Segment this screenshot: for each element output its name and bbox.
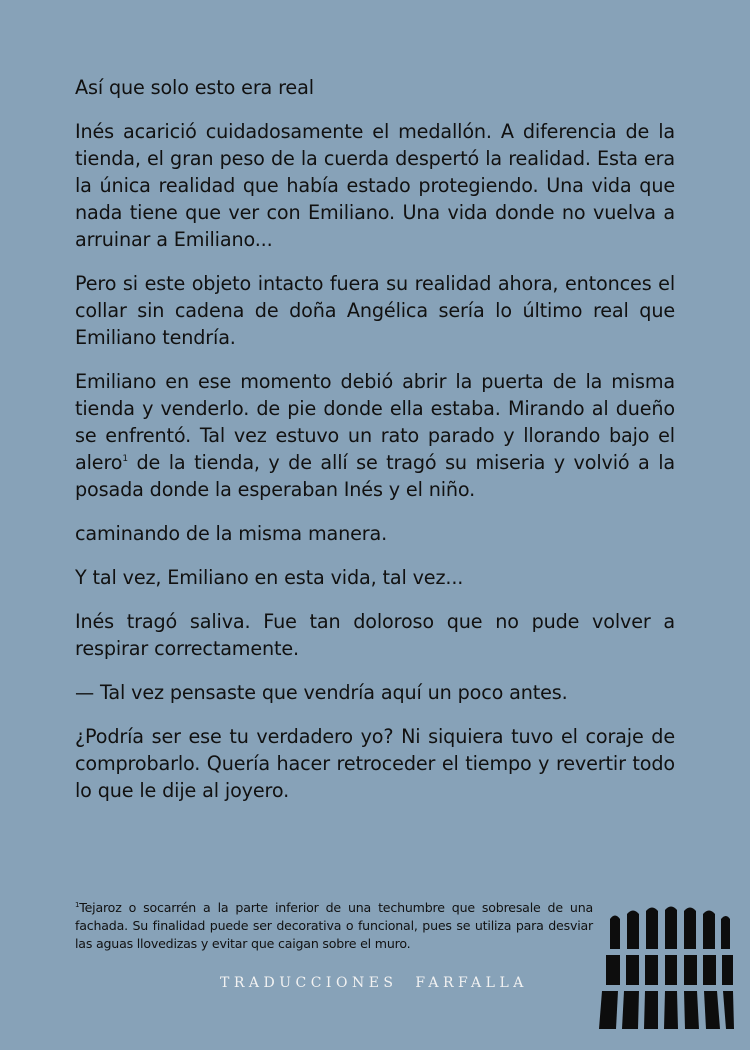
paragraph-2: Inés acarició cuidadosamente el medallón. A diferencia de la tienda, el gran peso de la cuerda despertó la realidad. Esta era la única realidad que había estado protegiendo. Una vida que nada tiene que ver con Emiliano. Una vida donde no vuelva a arruinar a Emiliano... <box>75 120 675 251</box>
footnote <box>75 899 593 952</box>
footnote-reference[interactable]: 1 <box>122 454 128 464</box>
publisher-name: TRADUCCIONES FARFALLA <box>220 975 528 991</box>
roof-tiles-icon <box>596 905 734 1029</box>
paragraph-4-text-before: Emiliano en ese momento debió abrir la puerta de la misma tienda y venderlo. de pie donde ella estaba. Mirando al dueño se enfrentó. Tal vez estuvo un rato parado y llorando bajo el alero <box>75 370 675 474</box>
paragraph-4-text-after: de la tienda, y de allí se tragó su miseria y volvió a la posada donde la esperaban Inés y el niño. <box>75 451 675 501</box>
paragraph-6: Y tal vez, Emiliano en esta vida, tal vez... <box>75 566 464 589</box>
body-text <box>75 74 675 821</box>
paragraph-3: Pero si este objeto intacto fuera su realidad ahora, entonces el collar sin cadena de doña Angélica sería lo último real que Emiliano tendría. <box>75 272 675 349</box>
paragraph-4 <box>75 368 675 503</box>
paragraph-1: Así que solo esto era real <box>75 76 314 99</box>
paragraph-5: caminando de la misma manera. <box>75 522 388 545</box>
footnote-text: Tejaroz o socarrén a la parte inferior de una techumbre que sobresale de una fachada. Su finalidad puede ser decorativa o funcional, pues se utiliza para desviar las aguas llovedizas y evitar que caigan sobre el muro. <box>75 900 593 951</box>
paragraph-8: — Tal vez pensaste que vendría aquí un poco antes. <box>75 681 568 704</box>
paragraph-9: ¿Podría ser ese tu verdadero yo? Ni siquiera tuvo el coraje de comprobarlo. Quería hacer retroceder el tiempo y revertir todo lo que le dije al joyero. <box>75 725 675 802</box>
paragraph-7: Inés tragó saliva. Fue tan doloroso que no pude volver a respirar correctamente. <box>75 610 675 660</box>
footnote-marker: 1 <box>75 901 80 909</box>
